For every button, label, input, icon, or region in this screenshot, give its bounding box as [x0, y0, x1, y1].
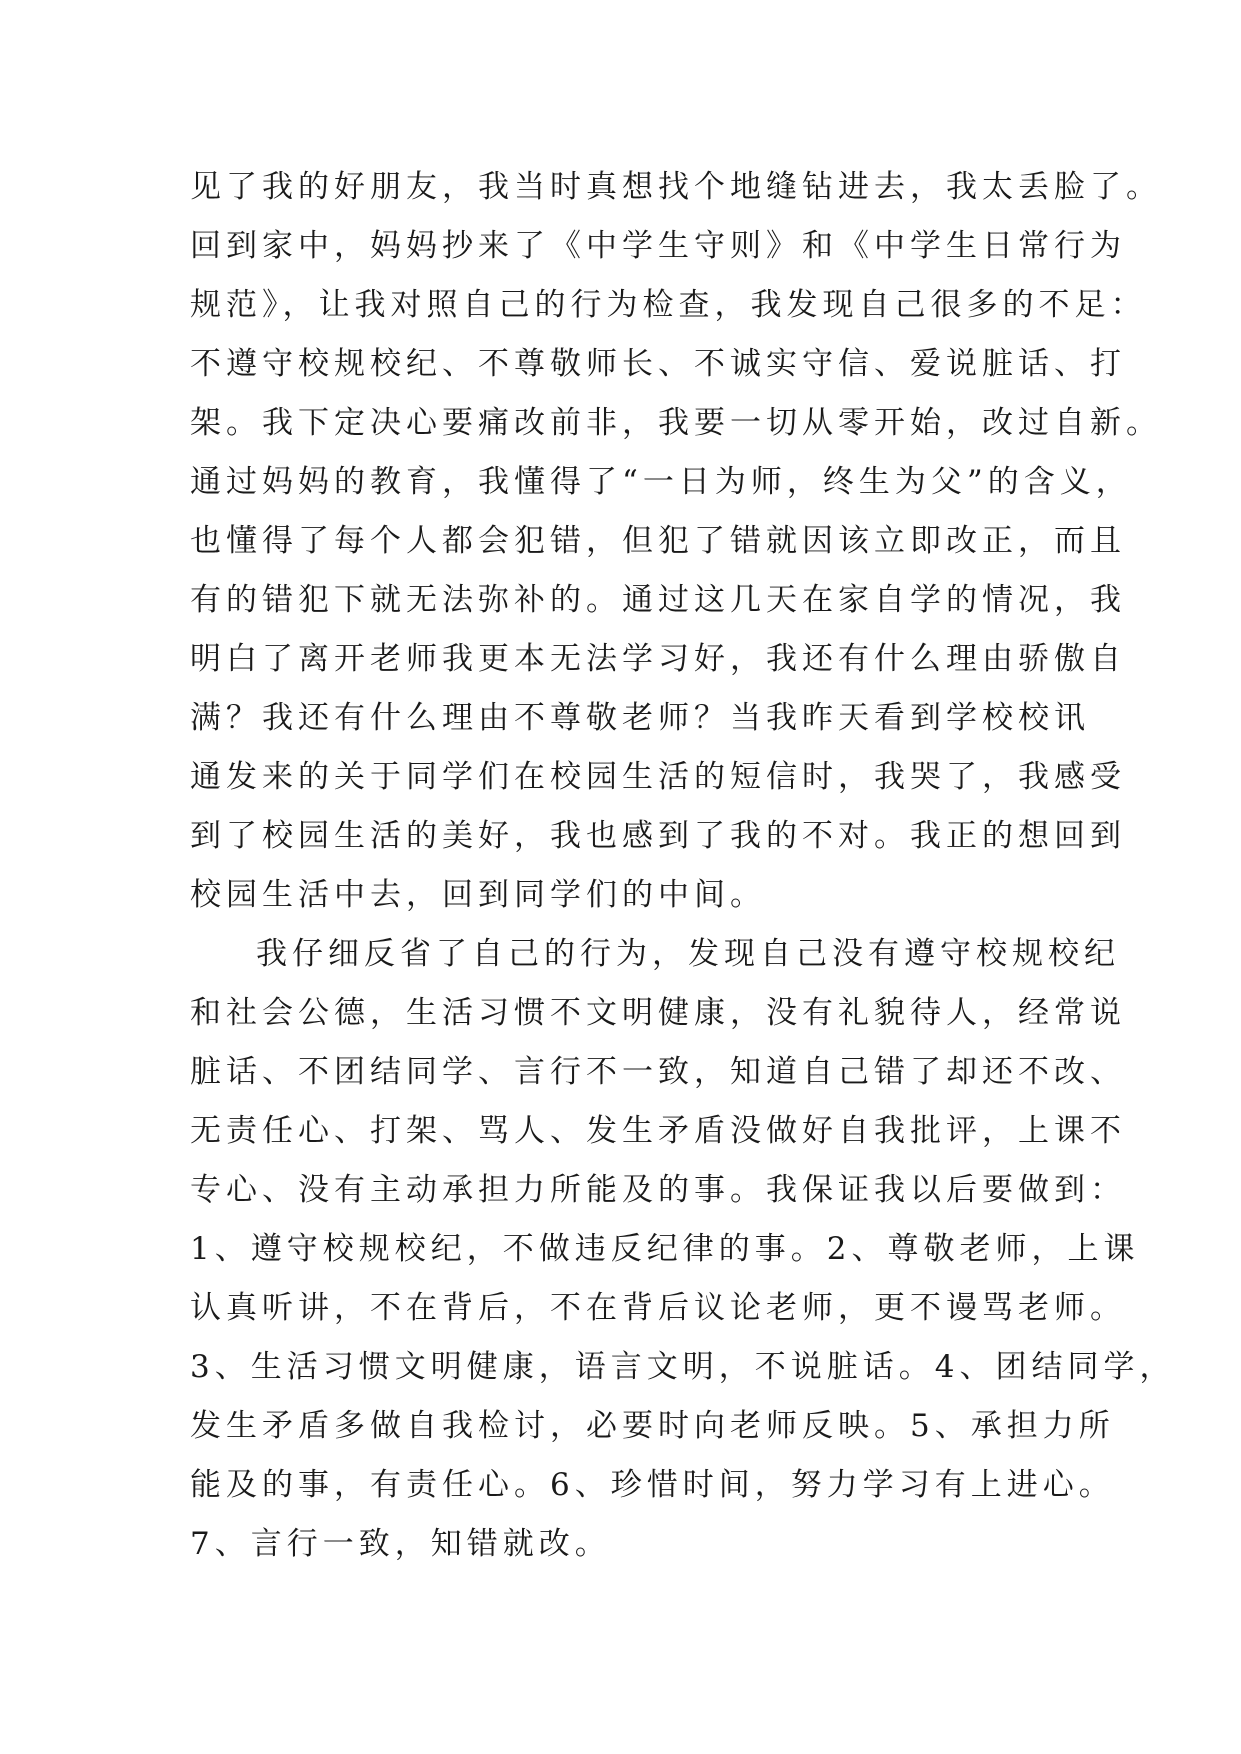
text-line: 也懂得了每个人都会犯错，但犯了错就因该立即改正，而且: [190, 523, 1126, 559]
text-line: 7、言行一致，知错就改。: [190, 1526, 611, 1562]
text-line: 到了校园生活的美好，我也感到了我的不对。我正的想回到: [190, 818, 1126, 854]
text-line: 发生矛盾多做自我检讨，必要时向老师反映。5、承担力所: [190, 1408, 1115, 1444]
text-line: 有的错犯下就无法弥补的。通过这几天在家自学的情况，我: [190, 582, 1126, 618]
paragraph-2: [190, 925, 1176, 1574]
text-line: 认真听讲，不在背后，不在背后议论老师，更不谩骂老师。: [190, 1290, 1126, 1326]
text-line: 3、生活习惯文明健康，语言文明，不说脏话。4、团结同学，: [190, 1349, 1176, 1385]
text-line: 回到家中，妈妈抄来了《中学生守则》和《中学生日常行为: [190, 228, 1126, 264]
text-line: 无责任心、打架、骂人、发生矛盾没做好自我批评，上课不: [190, 1113, 1126, 1149]
text-line: 脏话、不团结同学、言行不一致，知道自己错了却还不改、: [190, 1054, 1126, 1090]
text-line: 不遵守校规校纪、不尊敬师长、不诚实守信、爱说脏话、打: [190, 346, 1126, 382]
text-line: 通过妈妈的教育，我懂得了“一日为师，终生为父”的含义，: [190, 464, 1132, 500]
text-line-indented: 我仔细反省了自己的行为，发现自己没有遵守校规校纪: [256, 936, 1120, 972]
text-line: 1、遵守校规校纪，不做违反纪律的事。2、尊敬老师，上课: [190, 1231, 1140, 1267]
text-line: 校园生活中去，回到同学们的中间。: [190, 877, 766, 913]
text-line: 通发来的关于同学们在校园生活的短信时，我哭了，我感受: [190, 759, 1126, 795]
document-body: [190, 158, 1176, 1574]
text-line: 规范》，让我对照自己的行为检查，我发现自己很多的不足：: [190, 287, 1147, 323]
paragraph-1: [190, 158, 1162, 925]
text-line: 明白了离开老师我更本无法学习好，我还有什么理由骄傲自: [190, 641, 1126, 677]
text-line: 满？我还有什么理由不尊敬老师？当我昨天看到学校校讯: [190, 700, 1090, 736]
text-line: 能及的事，有责任心。6、珍惜时间，努力学习有上进心。: [190, 1467, 1115, 1503]
text-line: 专心、没有主动承担力所能及的事。我保证我以后要做到：: [190, 1172, 1126, 1208]
text-line: 见了我的好朋友，我当时真想找个地缝钻进去，我太丢脸了。: [190, 169, 1162, 205]
text-line: 和社会公德，生活习惯不文明健康，没有礼貌待人，经常说: [190, 995, 1126, 1031]
text-line: 架。我下定决心要痛改前非，我要一切从零开始，改过自新。: [190, 405, 1162, 441]
